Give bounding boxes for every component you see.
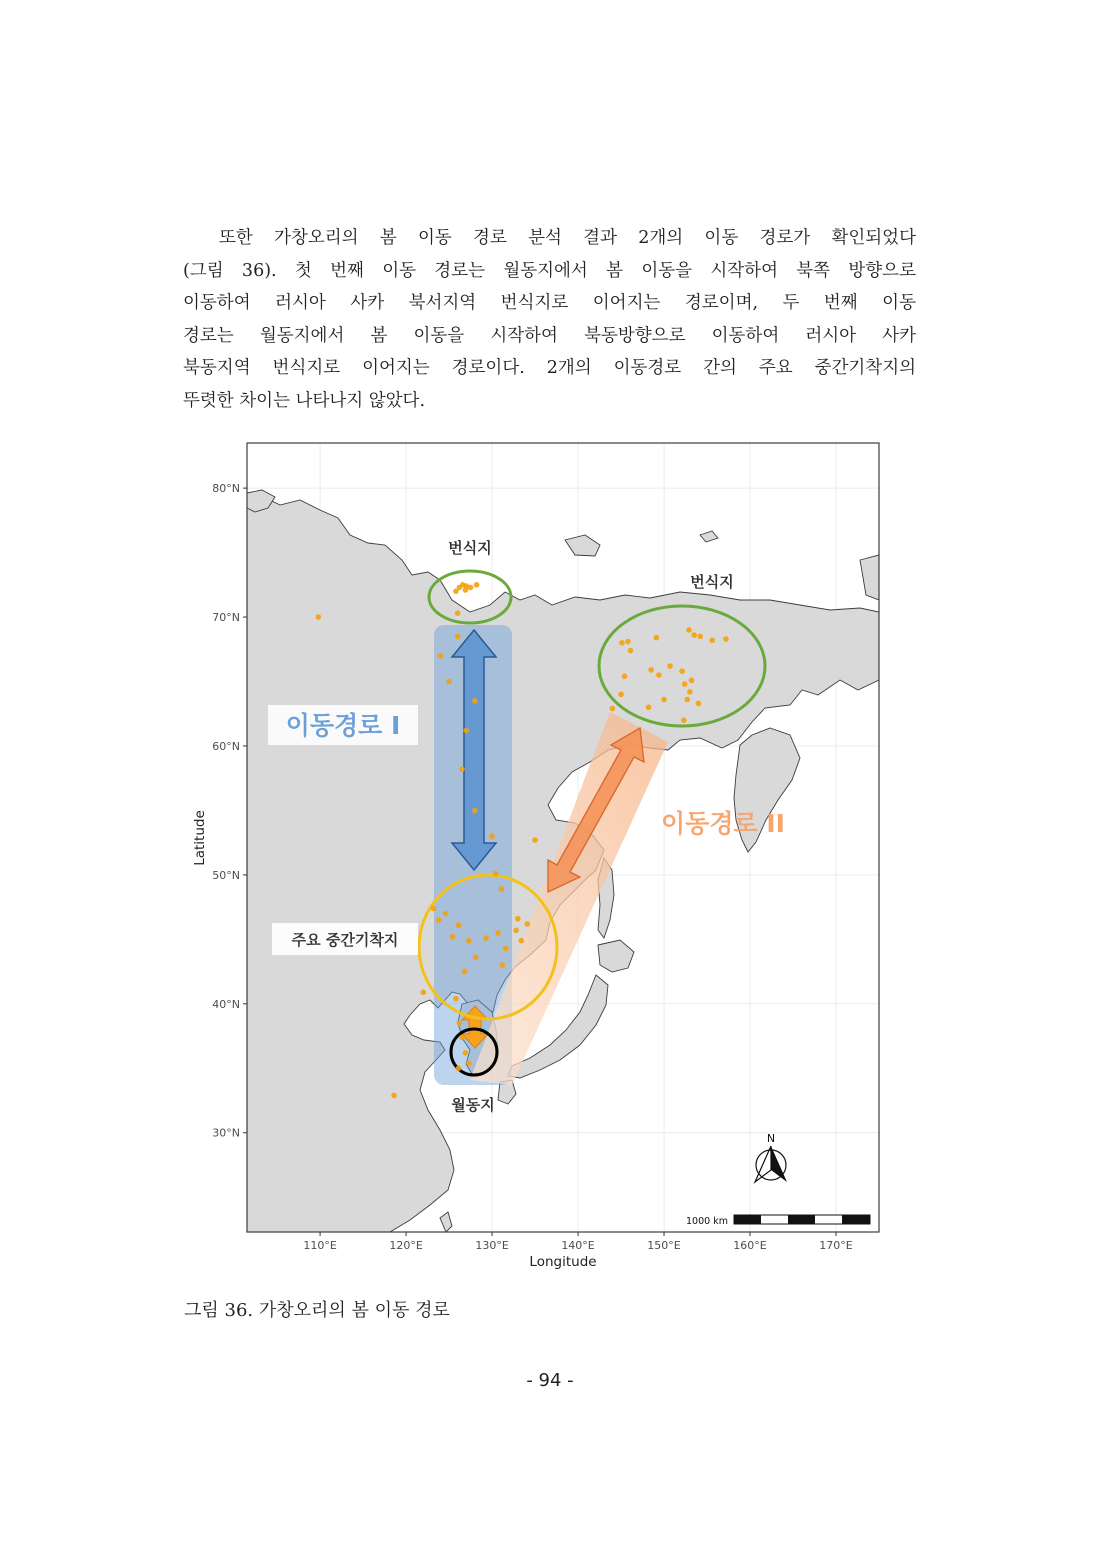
tracking-point <box>455 634 461 640</box>
y-tick-label: 40°N <box>212 997 240 1011</box>
tracking-point <box>682 681 688 687</box>
tracking-point <box>457 1020 463 1026</box>
north-label: N <box>766 1132 776 1145</box>
tracking-point <box>689 677 695 683</box>
page-number: - 94 - <box>526 1370 574 1391</box>
tracking-point <box>450 934 456 940</box>
tracking-point <box>661 697 667 703</box>
tracking-point <box>459 766 465 772</box>
tracking-point <box>443 911 449 917</box>
tracking-point <box>691 632 697 638</box>
paragraph-line: (그림 36). 첫 번째 이동 경로는 월동지에서 봄 이동을 시작하여 북쪽 방향으로 <box>183 260 916 281</box>
tracking-point <box>446 679 452 685</box>
tracking-point <box>473 955 479 961</box>
x-tick-label: 170°E <box>819 1239 853 1252</box>
tracking-point <box>436 917 442 923</box>
tracking-point <box>420 989 426 995</box>
tracking-point <box>499 886 505 892</box>
tracking-point <box>696 701 702 707</box>
y-axis <box>212 482 247 1140</box>
tracking-point <box>518 938 524 944</box>
tracking-point <box>453 996 459 1002</box>
tracking-point <box>456 922 462 928</box>
paragraph-line: 이동하여 러시아 사카 북서지역 번식지로 이어지는 경로이며, 두 번째 이동 <box>183 293 916 313</box>
tracking-point <box>532 837 538 843</box>
tracking-point <box>500 962 506 968</box>
tracking-point <box>489 833 495 839</box>
tracking-point <box>495 930 501 936</box>
tracking-point <box>723 636 729 642</box>
tracking-point <box>493 871 499 877</box>
tracking-point <box>610 706 616 712</box>
scale-bar-label: 1000 km <box>686 1216 728 1227</box>
x-axis <box>303 1232 852 1252</box>
tracking-point <box>316 614 322 620</box>
stopover-label: 주요 중간기착지 <box>291 931 399 949</box>
tracking-point <box>468 585 474 591</box>
tracking-point <box>619 640 625 646</box>
tracking-point <box>483 935 489 941</box>
tracking-point <box>653 635 659 641</box>
breeding-nw-label: 번식지 <box>448 539 492 557</box>
tracking-point <box>503 946 509 952</box>
x-tick-label: 150°E <box>647 1239 681 1252</box>
tracking-point <box>618 692 624 698</box>
route2-label: 이동경로 II <box>661 809 785 838</box>
y-axis-title: Latitude <box>192 810 208 866</box>
tracking-point <box>455 610 461 616</box>
tracking-point <box>513 928 519 934</box>
tracking-point <box>648 667 654 673</box>
wintering-label: 월동지 <box>451 1096 495 1114</box>
tracking-point <box>463 587 469 593</box>
breeding-ne-label: 번식지 <box>690 573 734 591</box>
paragraph-line: 뚜렷한 차이는 나타나지 않았다. <box>183 390 426 411</box>
tracking-point <box>462 969 468 975</box>
tracking-point <box>474 582 480 588</box>
tracking-point <box>684 697 690 703</box>
tracking-point <box>709 637 715 643</box>
y-tick-label: 60°N <box>212 739 240 753</box>
tracking-point <box>463 728 469 734</box>
x-tick-label: 120°E <box>389 1239 423 1252</box>
y-tick-label: 70°N <box>212 611 240 625</box>
x-tick-label: 140°E <box>561 1239 595 1252</box>
x-axis-title: Longitude <box>529 1254 597 1270</box>
paragraph-line: 경로는 월동지에서 봄 이동을 시작하여 북동방향으로 이동하여 러시아 사카 <box>183 325 916 346</box>
tracking-point <box>681 717 687 723</box>
x-tick-label: 160°E <box>733 1239 767 1252</box>
tracking-point <box>525 921 531 927</box>
tracking-point <box>438 653 444 659</box>
x-tick-label: 130°E <box>475 1239 509 1252</box>
figure-caption: 그림 36. 가창오리의 봄 이동 경로 <box>184 1300 450 1321</box>
tracking-point <box>453 588 459 594</box>
tracking-point <box>463 1050 469 1056</box>
route1-label: 이동경로 I <box>285 711 401 740</box>
tracking-point <box>697 634 703 640</box>
y-tick-label: 50°N <box>212 868 240 882</box>
tracking-point <box>472 698 478 704</box>
tracking-point <box>466 938 472 944</box>
tracking-point <box>466 1060 472 1066</box>
tracking-point <box>646 704 652 710</box>
y-tick-label: 80°N <box>212 482 240 496</box>
tracking-point <box>459 1035 465 1041</box>
paragraph-line: 또한 가창오리의 봄 이동 경로 분석 결과 2개의 이동 경로가 확인되었다 <box>219 228 916 248</box>
tracking-point <box>391 1093 397 1099</box>
tracking-point <box>628 648 634 654</box>
tracking-point <box>472 808 478 814</box>
tracking-point <box>456 1065 462 1071</box>
tracking-point <box>687 689 693 695</box>
tracking-point <box>625 639 631 645</box>
tracking-point <box>667 663 673 669</box>
tracking-point <box>431 906 437 912</box>
paragraph-line: 북동지역 번식지로 이어지는 경로이다. 2개의 이동경로 간의 주요 중간기착지의 <box>183 358 916 378</box>
tracking-point <box>515 916 521 922</box>
tracking-point <box>622 674 628 680</box>
tracking-point <box>656 672 662 678</box>
y-tick-label: 30°N <box>212 1126 240 1140</box>
tracking-point <box>679 668 685 674</box>
tracking-point <box>686 627 692 633</box>
x-tick-label: 110°E <box>303 1239 337 1252</box>
